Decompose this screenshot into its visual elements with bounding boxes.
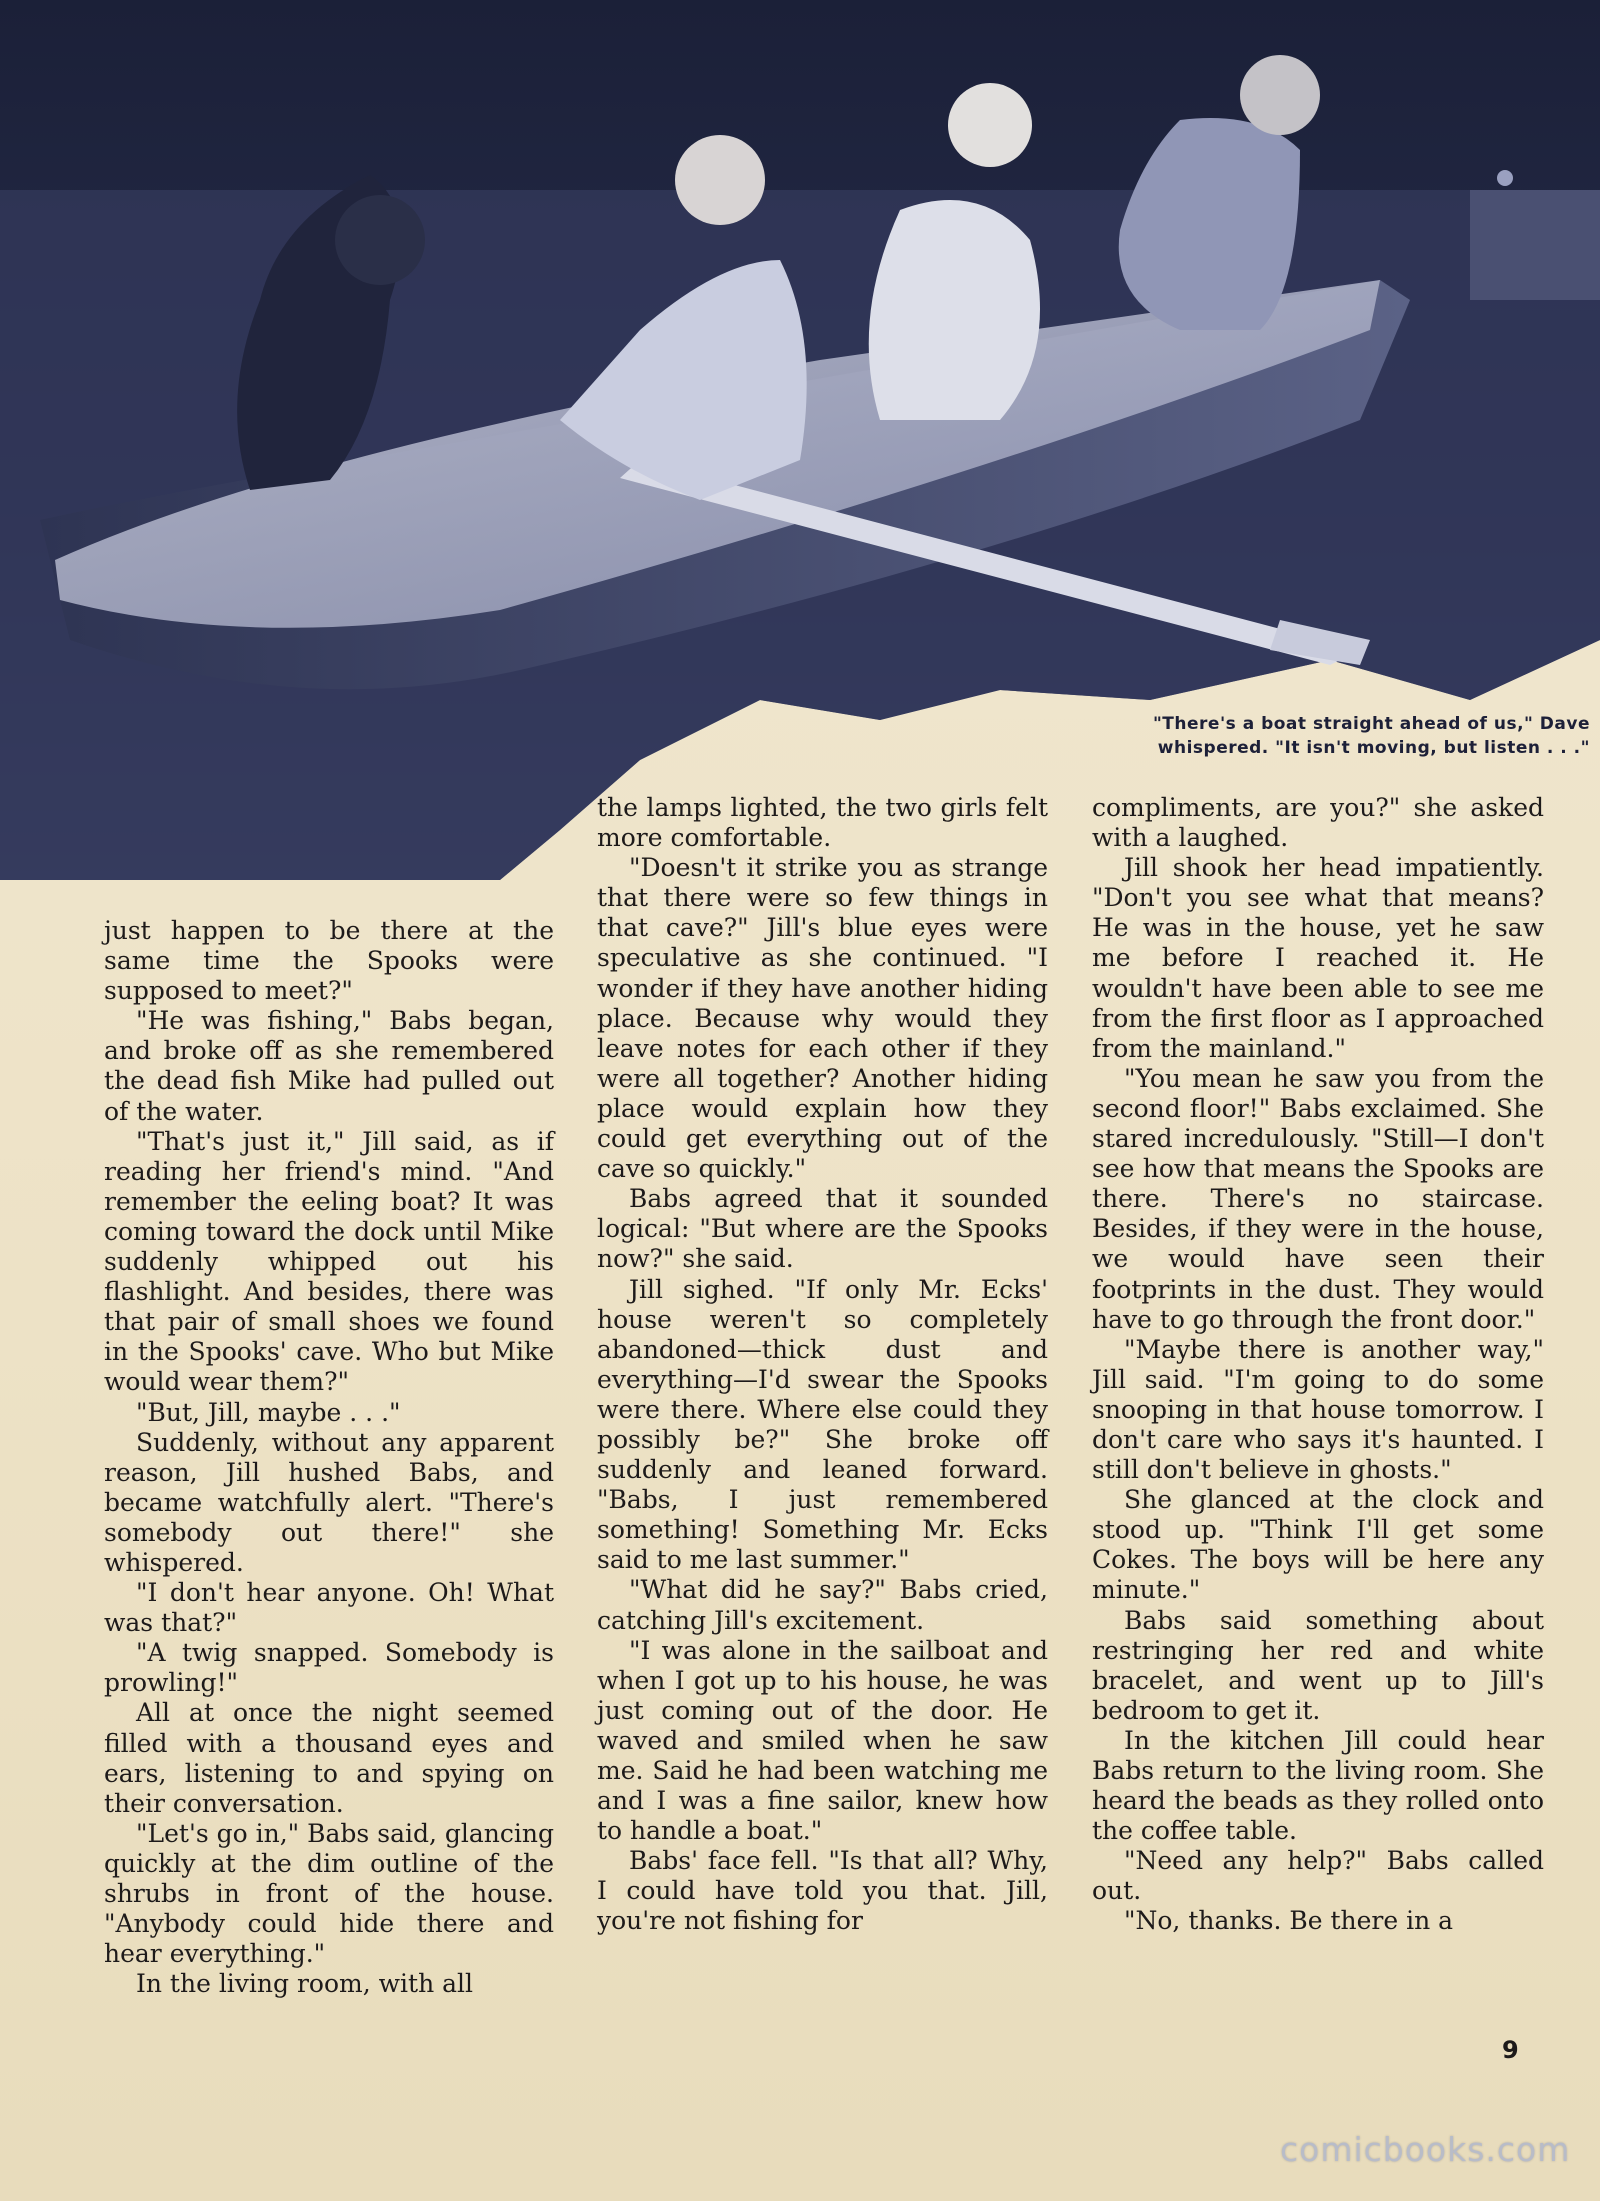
paragraph: In the living room, with all [136, 1969, 474, 1999]
illustration-caption [1050, 712, 1590, 760]
paragraph: Suddenly, without any apparent reason, Jill hushed Babs, and became watchfully alert. "There's somebody out there!" she whispered. [104, 1427, 554, 1577]
paragraph: "Let's go in," Babs said, glancing quickly at the dim outline of the shrubs in front of the house. "Anybody could hide there and hear everything." [104, 1818, 554, 1969]
paragraph: "No, thanks. Be there in a [1124, 1906, 1454, 1936]
text-column-1 [104, 916, 554, 1999]
paragraph: Jill shook her head impatiently. "Don't you see what that means? He was in the house, yet he saw me before I reached it. He wouldn't have been able to see me from the first floor as I approached from the mainland." [1092, 853, 1544, 1063]
paragraph: "You mean he saw you from the second floor!" Babs exclaimed. She stared incredulously. "Still—I don't see how that means the Spooks are there. There's no staircase. Besides, if they were in the house, we would have seen their footprints in the dust. They would have to go through the front door." [1092, 1063, 1544, 1334]
paragraph: Babs' face fell. "Is that all? Why, I could have told you that. Jill, you're not fishing for [597, 1846, 1048, 1936]
site-watermark: comicbooks.com [1280, 2130, 1571, 2169]
paragraph: "A twig snapped. Somebody is prowling!" [104, 1638, 554, 1698]
paragraph: compliments, are you?" she asked with a laughed. [1092, 793, 1544, 853]
text-column-3 [1092, 793, 1544, 1937]
paragraph: "Doesn't it strike you as strange that there were so few things in that cave?" Jill's blue eyes were speculative as she continued. "I wonder if they have another hiding place. Because why would they leave notes for each other if they were all together? Another hiding place would explain how they could get everything out of the cave so quickly." [597, 853, 1048, 1184]
paragraph: "I don't hear anyone. Oh! What was that?" [104, 1578, 554, 1638]
paragraph: All at once the night seemed filled with a thousand eyes and ears, listening to and spying on their conversation. [104, 1698, 554, 1818]
paragraph: In the kitchen Jill could hear Babs return to the living room. She heard the beads as they rolled onto the coffee table. [1092, 1725, 1544, 1846]
paragraph: "Need any help?" Babs called out. [1092, 1846, 1544, 1906]
paragraph: "Maybe there is another way," Jill said. "I'm going to do some snooping in that house tomorrow. I don't care who says it's haunted. I still don't believe in ghosts." [1092, 1334, 1544, 1485]
paragraph: "What did he say?" Babs cried, catching Jill's excitement. [597, 1575, 1048, 1635]
paragraph: just happen to be there at the same time the Spooks were supposed to meet?" [104, 916, 554, 1006]
paragraph: Babs said something about restringing her red and white bracelet, and went up to Jill's bedroom to get it. [1092, 1605, 1544, 1725]
text-column-2 [597, 793, 1048, 1937]
paragraph: "But, Jill, maybe . . ." [136, 1397, 401, 1427]
caption-line-2: whispered. "It isn't moving, but listen . . ." [1157, 738, 1590, 758]
paragraph: She glanced at the clock and stood up. "Think I'll get some Cokes. The boys will be here any minute." [1092, 1485, 1544, 1605]
paragraph: "I was alone in the sailboat and when I got up to his house, he was just coming out of the door. He waved and smiled when he saw me. Said he had been watching me and I was a fine sailor, knew how to handle a boat." [597, 1635, 1048, 1846]
paragraph: the lamps lighted, the two girls felt more comfortable. [597, 793, 1048, 853]
paragraph: Babs agreed that it sounded logical: "But where are the Spooks now?" she said. [597, 1184, 1048, 1274]
paragraph: "That's just it," Jill said, as if reading her friend's mind. "And remember the eeling boat? It was coming toward the dock until Mike suddenly whipped out his flashlight. And besides, there was that pair of small shoes we found in the Spooks' cave. Who but Mike would wear them?" [104, 1126, 554, 1397]
caption-line-1: "There's a boat straight ahead of us," Dave [1152, 714, 1590, 734]
page-number: 9 [1502, 2036, 1519, 2064]
paragraph: "He was fishing," Babs began, and broke off as she remembered the dead fish Mike had pulled out of the water. [104, 1006, 554, 1126]
paragraph: Jill sighed. "If only Mr. Ecks' house weren't so completely abandoned—thick dust and everything—I'd swear the Spooks were there. Where else could they possibly be?" She broke off suddenly and leaned forward. "Babs, I just remembered something! Something Mr. Ecks said to me last summer." [597, 1274, 1048, 1575]
